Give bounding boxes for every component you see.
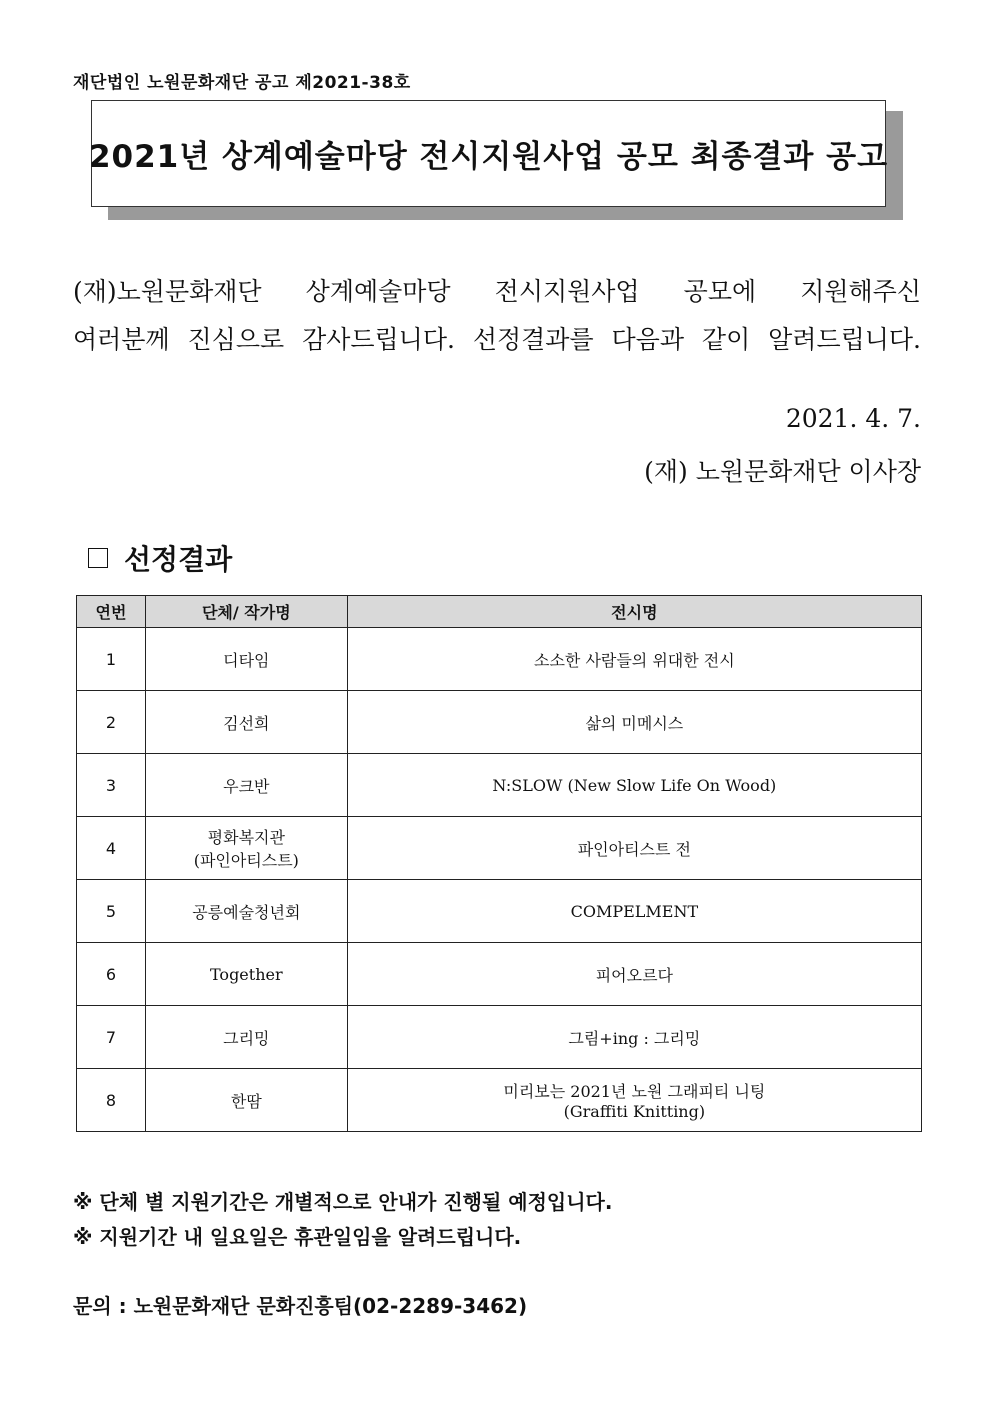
cell-number: 6 — [77, 943, 146, 1006]
cell-number: 3 — [77, 754, 146, 817]
cell-exhibition: COMPELMENT — [347, 880, 921, 943]
header-exhibition: 전시명 — [347, 596, 921, 628]
table-row — [77, 1006, 922, 1069]
table-row — [77, 628, 922, 691]
notice-number: 재단법인 노원문화재단 공고 제2021-38호 — [73, 73, 411, 93]
intro-line-1: (재)노원문화재단 상계예술마당 전시지원사업 공모에 지원해주신 — [73, 277, 921, 306]
results-table — [76, 595, 922, 1132]
cell-exhibition: 소소한 사람들의 위대한 전시 — [347, 628, 921, 691]
cell-artist: Together — [145, 943, 347, 1006]
cell-artist: 한땀 — [145, 1069, 347, 1132]
cell-exhibition: 피어오르다 — [347, 943, 921, 1006]
cell-exhibition: 삶의 미메시스 — [347, 691, 921, 754]
contact-info: 문의 : 노원문화재단 문화진흥팀(02-2289-3462) — [73, 1294, 528, 1318]
header-artist: 단체/ 작가명 — [145, 596, 347, 628]
cell-exhibition: 미리보는 2021년 노원 그래피티 니팅 (Graffiti Knitting) — [347, 1069, 921, 1132]
table-row — [77, 754, 922, 817]
notice-date: 2021. 4. 7. — [785, 404, 921, 433]
cell-artist: 공릉예술청년회 — [145, 880, 347, 943]
cell-artist: 김선희 — [145, 691, 347, 754]
section-title: 선정결과 — [124, 543, 233, 576]
table-header-row — [77, 596, 922, 628]
section-heading — [88, 538, 232, 578]
cell-exhibition: 파인아티스트 전 — [347, 817, 921, 880]
cell-number: 4 — [77, 817, 146, 880]
cell-number: 8 — [77, 1069, 146, 1132]
header-number: 연번 — [77, 596, 146, 628]
checkbox-square-icon — [88, 548, 108, 568]
intro-paragraph — [73, 268, 921, 364]
table-row — [77, 691, 922, 754]
cell-artist: 디타임 — [145, 628, 347, 691]
signer: (재) 노원문화재단 이사장 — [644, 457, 921, 486]
cell-exhibition: N:SLOW (New Slow Life On Wood) — [347, 754, 921, 817]
table-row — [77, 817, 922, 880]
table-row — [77, 1069, 922, 1132]
notes — [73, 1185, 612, 1255]
cell-exhibition: 그림+ing : 그리밍 — [347, 1006, 921, 1069]
cell-artist: 우크반 — [145, 754, 347, 817]
cell-number: 2 — [77, 691, 146, 754]
cell-number: 7 — [77, 1006, 146, 1069]
cell-number: 1 — [77, 628, 146, 691]
table-row — [77, 943, 922, 1006]
table-body — [77, 628, 922, 1132]
note-2: ※ 지원기간 내 일요일은 휴관일임을 알려드립니다. — [73, 1225, 522, 1249]
note-1: ※ 단체 별 지원기간은 개별적으로 안내가 진행될 예정입니다. — [73, 1190, 613, 1214]
cell-number: 5 — [77, 880, 146, 943]
table-row — [77, 880, 922, 943]
cell-artist: 그리밍 — [145, 1006, 347, 1069]
title-box — [88, 100, 889, 207]
intro-line-2: 여러분께 진심으로 감사드립니다. 선정결과를 다음과 같이 알려드립니다. — [73, 325, 921, 354]
cell-artist: 평화복지관 (파인아티스트) — [145, 817, 347, 880]
page-title: 2021년 상계예술마당 전시지원사업 공모 최종결과 공고 — [88, 139, 889, 175]
